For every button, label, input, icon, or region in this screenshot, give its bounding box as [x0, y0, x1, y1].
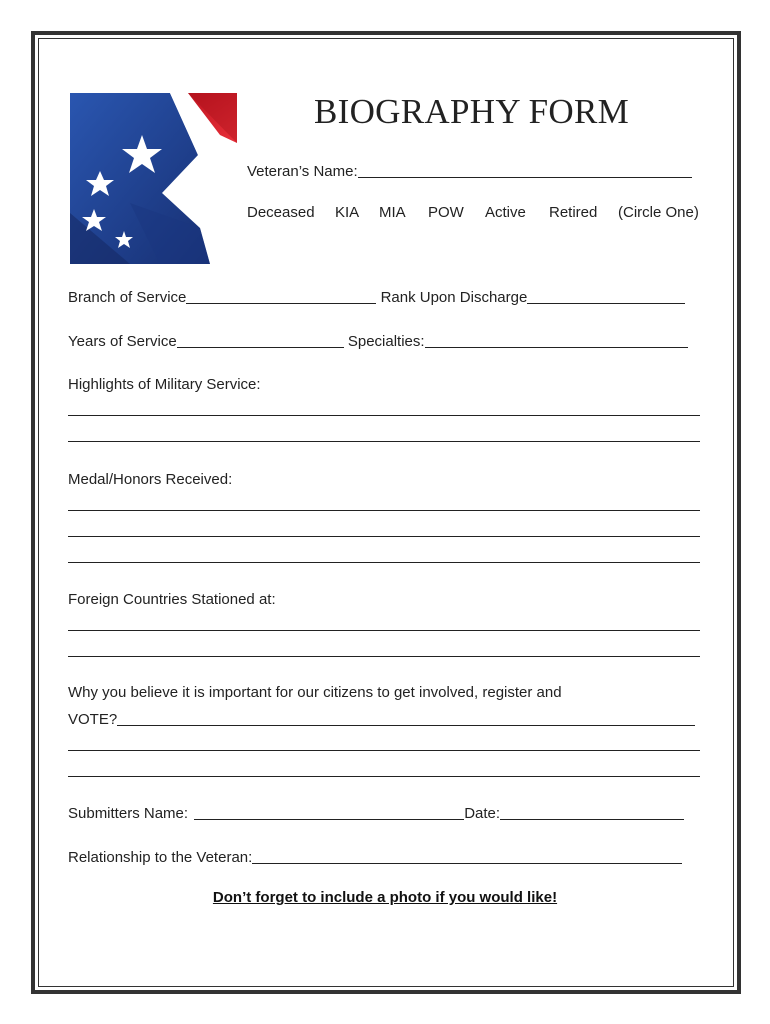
submitter-label: Submitters Name:	[68, 805, 189, 822]
branch-field[interactable]	[186, 288, 376, 304]
form-title: BIOGRAPHY FORM	[314, 92, 630, 131]
years-label: Years of Service	[68, 333, 177, 350]
submitter-field[interactable]	[194, 804, 464, 820]
branch-rank-row	[68, 288, 685, 306]
status-pow[interactable]: POW	[428, 204, 464, 221]
branch-label: Branch of Service	[68, 289, 187, 306]
relationship-row	[68, 848, 682, 866]
medals-line-3[interactable]	[68, 562, 700, 563]
highlights-line-1[interactable]	[68, 415, 700, 416]
status-deceased[interactable]: Deceased	[247, 204, 315, 221]
status-kia[interactable]: KIA	[335, 204, 360, 221]
years-field[interactable]	[177, 332, 344, 348]
flag-stars-logo	[70, 93, 237, 264]
status-circle-one-note: (Circle One)	[618, 204, 699, 221]
rank-label: Rank Upon Discharge	[380, 289, 528, 306]
why-vote-row	[68, 710, 695, 728]
why-vote-field[interactable]	[117, 710, 695, 726]
countries-label: Foreign Countries Stationed at:	[68, 591, 276, 608]
countries-line-1[interactable]	[68, 630, 700, 631]
veteran-name-row	[247, 162, 692, 180]
photo-reminder: Don’t forget to include a photo if you would like!	[212, 889, 558, 906]
relationship-field[interactable]	[252, 848, 682, 864]
status-retired[interactable]: Retired	[549, 204, 598, 221]
why-vote-line-1[interactable]	[68, 750, 700, 751]
veteran-name-label: Veteran’s Name:	[247, 163, 358, 180]
medals-line-2[interactable]	[68, 536, 700, 537]
veteran-name-field[interactable]	[358, 162, 692, 178]
why-vote-label: Why you believe it is important for our citizens to get involved, register and	[68, 684, 562, 701]
years-specialties-row	[68, 332, 688, 350]
medals-line-1[interactable]	[68, 510, 700, 511]
status-mia[interactable]: MIA	[379, 204, 406, 221]
why-vote-label-2: VOTE?	[68, 711, 118, 728]
date-label: Date:	[464, 805, 501, 822]
why-vote-line-2[interactable]	[68, 776, 700, 777]
rank-field[interactable]	[527, 288, 685, 304]
submitter-date-row	[68, 804, 684, 822]
medals-label: Medal/Honors Received:	[68, 471, 233, 488]
relationship-label: Relationship to the Veteran:	[68, 849, 253, 866]
highlights-line-2[interactable]	[68, 441, 700, 442]
countries-line-2[interactable]	[68, 656, 700, 657]
status-active[interactable]: Active	[485, 204, 526, 221]
date-field[interactable]	[500, 804, 684, 820]
specialties-label: Specialties:	[347, 333, 425, 350]
highlights-label: Highlights of Military Service:	[68, 376, 261, 393]
specialties-field[interactable]	[425, 332, 688, 348]
